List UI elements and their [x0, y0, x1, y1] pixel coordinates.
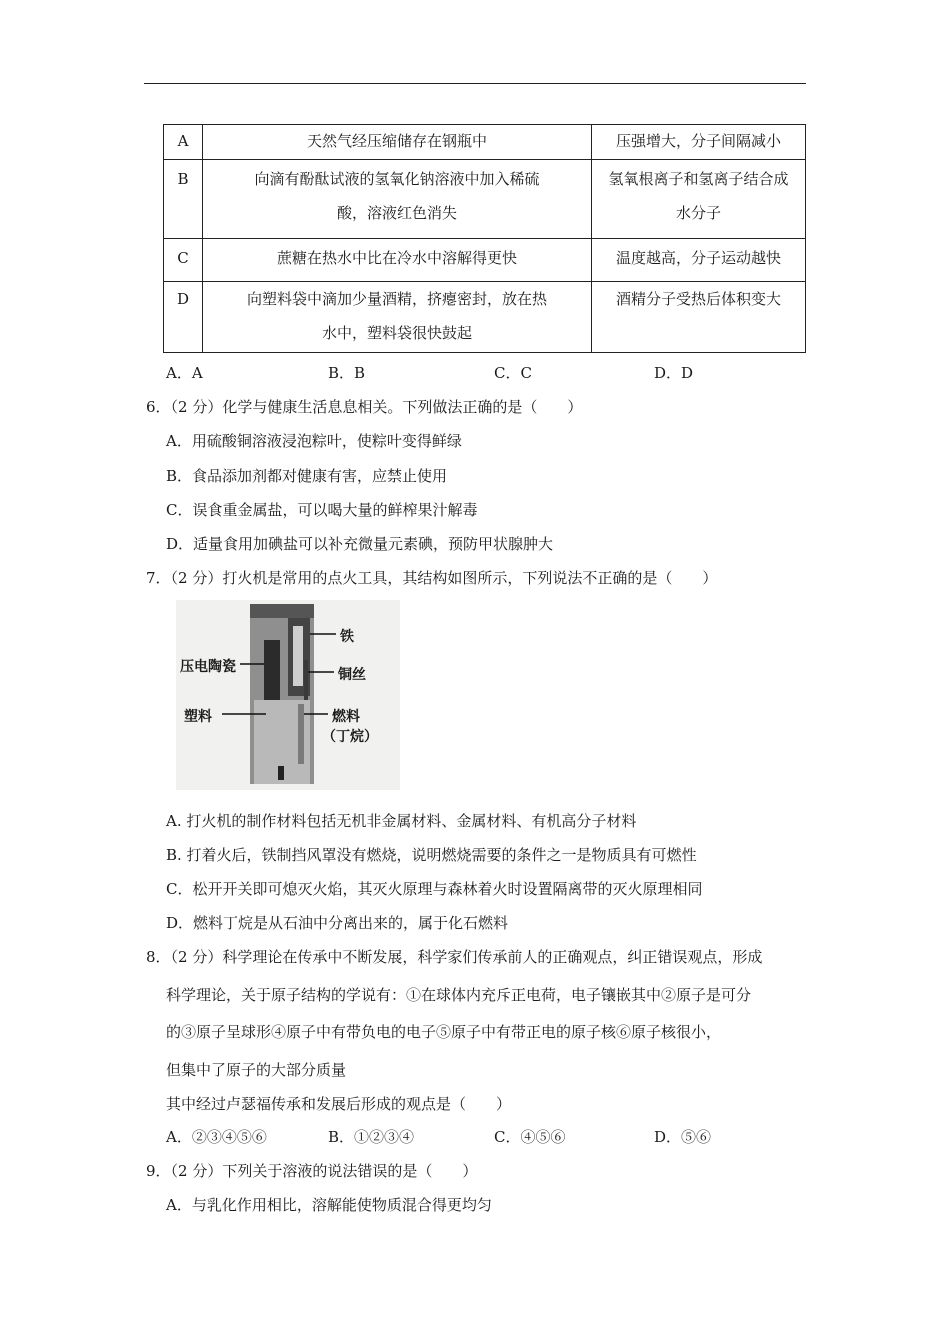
q7-option-d: D．燃料丁烷是从石油中分离出来的，属于化石燃料	[166, 914, 509, 932]
header-rule	[144, 83, 806, 84]
q7-option-b: B. 打着火后，铁制挡风罩没有燃烧，说明燃烧需要的条件之一是物质具有可燃性	[166, 846, 697, 864]
q9-option-a: A．与乳化作用相比，溶解能使物质混合得更均匀	[166, 1196, 492, 1214]
row-stem	[203, 125, 592, 160]
row-stem	[203, 239, 592, 282]
table-row	[164, 125, 806, 160]
row-stem	[203, 282, 592, 353]
q6-option-d: D．适量食用加碘盐可以补充微量元素碘，预防甲状腺肿大	[166, 535, 554, 553]
q8-stem-line: 8．（2 分）科学理论在传承中不断发展，科学家们传承前人的正确观点，纠正错误观点，形成	[146, 948, 763, 966]
fuel-tube	[298, 704, 304, 764]
row-stem	[203, 160, 592, 239]
piezo-ceramic	[264, 640, 280, 700]
row-explanation-line: 酒精分子受热后体积变大	[615, 290, 781, 308]
q8-stem-line: 科学理论，关于原子结构的学说有：①在球体内充斥正电荷，电子镶嵌其中②原子是可分	[166, 986, 752, 1004]
row-stem-line: 水中，塑料袋很快鼓起	[321, 324, 472, 342]
row-explanation	[592, 125, 806, 160]
row-label: C	[164, 239, 203, 282]
q8-stem-line: 的③原子呈球形④原子中有带负电的电子⑤原子中有带正电的原子核⑥原子核很小，	[166, 1023, 722, 1041]
copper-wire	[304, 660, 308, 700]
lighter-cap	[250, 604, 314, 618]
row-stem-line: 蔗糖在热水中比在冷水中溶解得更快	[276, 249, 517, 267]
q5-option-a: A．A	[166, 364, 203, 382]
row-label: B	[164, 160, 203, 239]
table-row	[164, 282, 806, 353]
row-stem-line: 向塑料袋中滴加少量酒精，挤瘪密封，放在热	[246, 290, 547, 308]
label-butane: （丁烷）	[322, 729, 378, 745]
q8-option-d: D．⑤⑥	[654, 1128, 712, 1146]
table-row	[164, 239, 806, 282]
row-stem-line: 酸，溶液红色消失	[336, 204, 457, 222]
q8-option-c: C．④⑤⑥	[494, 1128, 566, 1146]
lighter-illustration	[176, 600, 400, 790]
label-copper-wire: 铜丝	[338, 667, 366, 683]
row-label: A	[164, 125, 203, 160]
lighter-diagram	[176, 600, 400, 790]
row-explanation	[592, 282, 806, 353]
label-piezo-ceramic: 压电陶瓷	[180, 659, 236, 675]
row-stem-line: 天然气经压缩储存在钢瓶中	[306, 132, 487, 150]
q8-stem-line: 其中经过卢瑟福传承和发展后形成的观点是（ ）	[166, 1095, 512, 1113]
row-explanation-line: 氢氧根离子和氢离子结合成	[608, 170, 789, 188]
valve	[278, 766, 284, 780]
q6-option-a: A．用硫酸铜溶液浸泡粽叶，使粽叶变得鲜绿	[166, 432, 462, 450]
q8-stem-line: 但集中了原子的大部分质量	[166, 1061, 347, 1079]
table-row	[164, 160, 806, 239]
q5-option-d: D．D	[654, 364, 694, 382]
q6-option-c: C．误食重金属盐，可以喝大量的鲜榨果汁解毒	[166, 501, 478, 519]
q6-stem: 6．（2 分）化学与健康生活息息相关。下列做法正确的是（ ）	[146, 398, 583, 416]
row-label: D	[164, 282, 203, 353]
q7-option-a: A. 打火机的制作材料包括无机非金属材料、金属材料、有机高分子材料	[166, 812, 637, 830]
q8-option-a: A．②③④⑤⑥	[166, 1128, 267, 1146]
row-explanation-line: 水分子	[675, 204, 721, 222]
label-plastic: 塑料	[184, 709, 212, 725]
q5-table	[163, 124, 806, 353]
label-fuel: 燃料	[332, 709, 360, 725]
row-explanation	[592, 160, 806, 239]
row-stem-line: 向滴有酚酞试液的氢氧化钠溶液中加入稀硫	[254, 170, 540, 188]
q5-option-c: C．C	[494, 364, 532, 382]
q7-option-c: C．松开开关即可熄灭火焰，其灭火原理与森林着火时设置隔离带的灭火原理相同	[166, 880, 703, 898]
row-explanation-line: 温度越高，分子运动越快	[615, 249, 781, 267]
wind-guard-window	[293, 626, 303, 686]
q9-stem: 9．（2 分）下列关于溶液的说法错误的是（ ）	[146, 1162, 478, 1180]
row-explanation	[592, 239, 806, 282]
q8-option-b: B．①②③④	[328, 1128, 415, 1146]
q5-option-b: B．B	[328, 364, 366, 382]
q6-option-b: B．食品添加剂都对健康有害，应禁止使用	[166, 467, 448, 485]
label-iron: 铁	[340, 629, 354, 645]
row-explanation-line: 压强增大，分子间隔减小	[615, 132, 781, 150]
q7-stem: 7．（2 分）打火机是常用的点火工具，其结构如图所示，下列说法不正确的是（ ）	[146, 569, 718, 587]
